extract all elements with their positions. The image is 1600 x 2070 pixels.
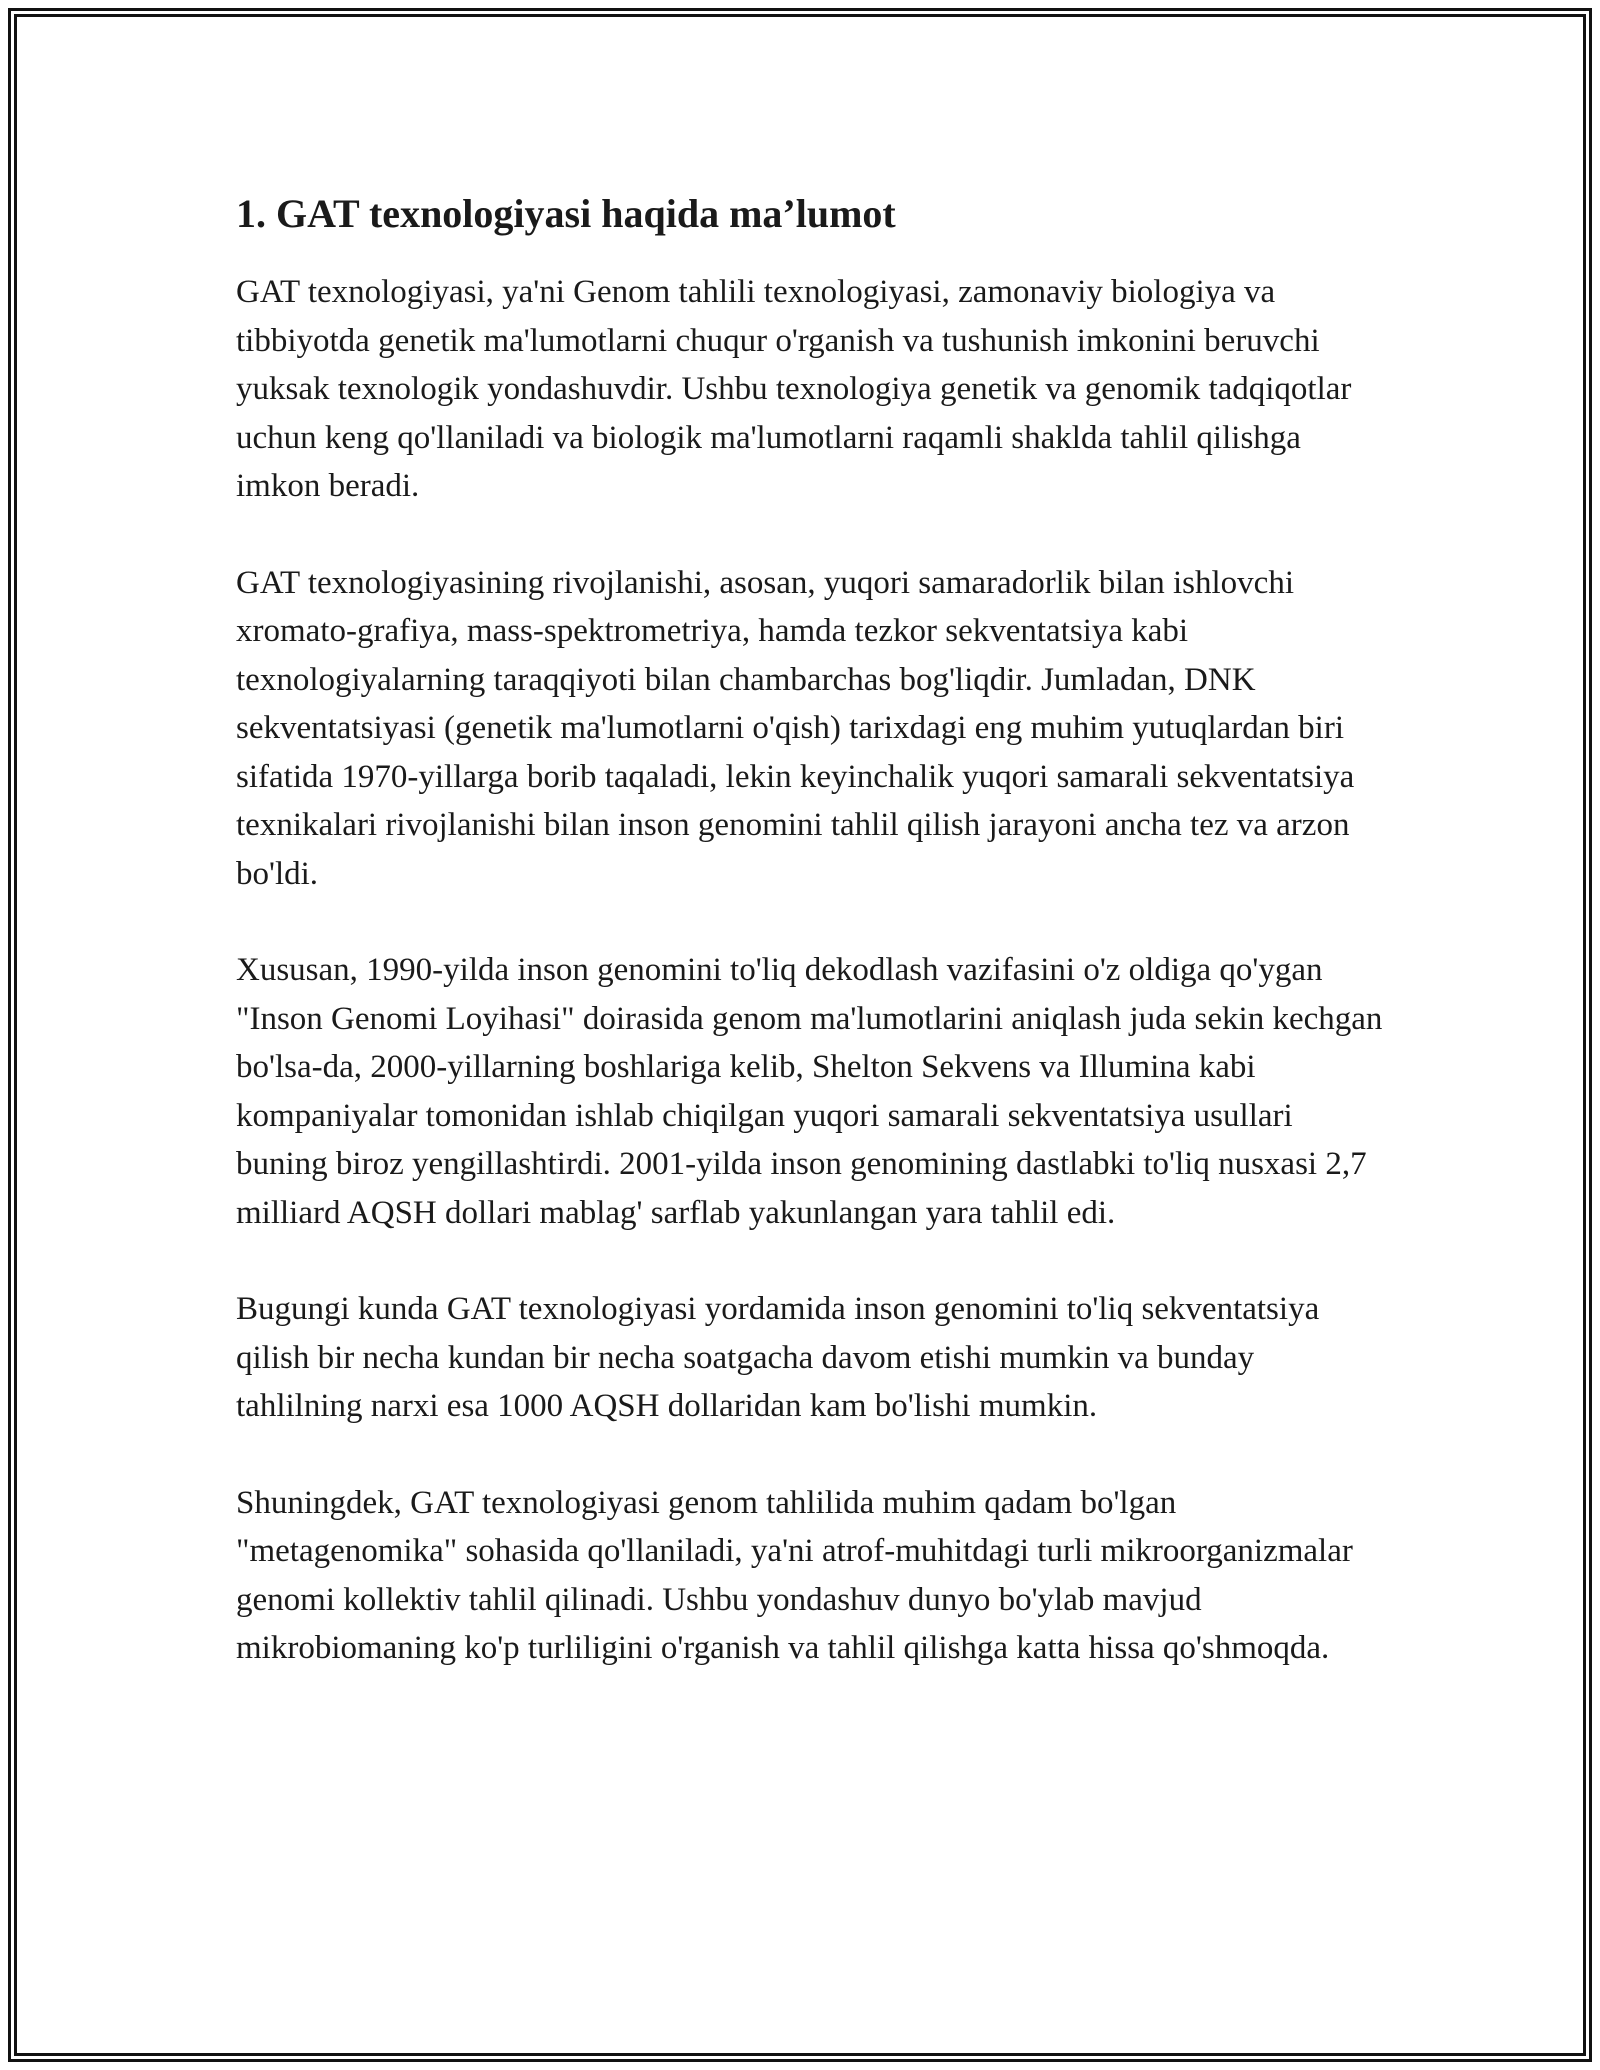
paragraph-5: Shuningdek, GAT texnologiyasi genom tahlilida muhim qadam bo'lgan "metagenomika" sohasida qo'llaniladi, ya'ni atrof-muhitdagi turli mikroorganizmalar genomi kollektiv tahlil qilinadi. Ushbu yondashuv dunyo bo'ylab mavjud mikrobiomaning ko'p turliligini o'rganish va tahlil qilishga katta hissa qo'shmoqda. — [236, 1484, 1353, 1666]
paragraph-1: GAT texnologiyasi, ya'ni Genom tahlili texnologiyasi, zamonaviy biologiya va tibbiyotda genetik ma'lumotlarni chuqur o'rganish va tushunish imkonini beruvchi yuksak texnologik yondashuvdir. Ushbu texnologiya genetik va genomik tadqiqotlar uchun keng qo'llaniladi va biologik ma'lumotlarni raqamli shaklda tahlil qilishga imkon beradi. — [236, 274, 1352, 504]
paragraph-2: GAT texnologiyasining rivojlanishi, asosan, yuqori samaradorlik bilan ishlovchi xromato-grafiya, mass-spektrometriya, hamda tezkor sekventatsiya kabi texnologiyalarning taraqqiyoti bilan chambarchas bog'liqdir. Jumladan, DNK sekventatsiyasi (genetik ma'lumotlarni o'qish) tarixdagi eng muhim yutuqlardan biri sifatida 1970-yillarga borib taqaladi, lekin keyinchalik yuqori samarali sekventatsiya texnikalari rivojlanishi bilan inson genomini tahlil qilish jarayoni ancha tez va arzon bo'ldi. — [236, 564, 1355, 892]
document-body — [236, 186, 1386, 1721]
paragraph-4: Bugungi kunda GAT texnologiyasi yordamida inson genomini to'liq sekventatsiya qilish bir necha kundan bir necha soatgacha davom etishi mumkin va bunday tahlilning narxi esa 1000 AQSH dollaridan kam bo'lishi mumkin. — [236, 1291, 1320, 1424]
paragraph-3: Xususan, 1990-yilda inson genomini to'liq dekodlash vazifasini o'z oldiga qo'ygan "Inson Genomi Loyihasi" doirasida genom ma'lumotlarini aniqlash juda sekin kechgan bo'lsa-da, 2000-yillarning boshlariga kelib, Shelton Sekvens va Illumina kabi kompaniyalar tomonidan ishlab chiqilgan yuqori samarali sekventatsiya usullari buning biroz yengillashtirdi. 2001-yilda inson genomining dastlabki to'liq nusxasi 2,7 milliard AQSH dollari mablag' sarflab yakunlangan yara tahlil edi. — [236, 952, 1383, 1231]
section-heading: 1. GAT texnologiyasi haqida ma’lumot — [236, 191, 896, 236]
